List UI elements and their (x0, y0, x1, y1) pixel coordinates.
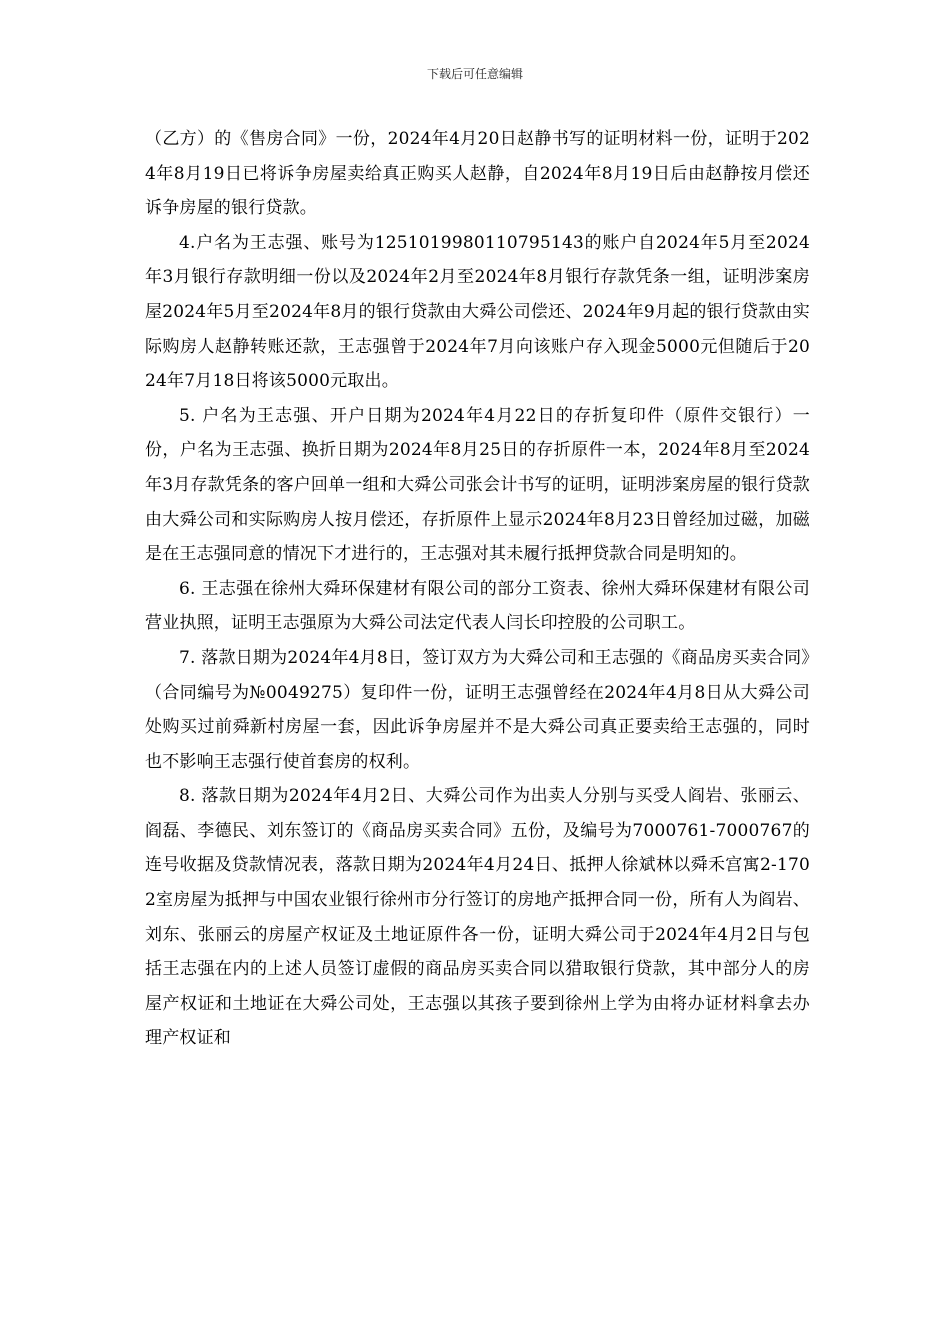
paragraph-item-5: 5. 户名为王志强、开户日期为2024年4月22日的存折复印件（原件交银行）一份，户名为王志强、换折日期为2024年8月25日的存折原件一本，2024年8月至2024年3月存款凭条的客户回单一组和大舜公司张会计书写的证明，证明涉案房屋的银行贷款由大舜公司和实际购房人按月偿还，存折原件上显示2024年8月23日曾经加过磁，加磁是在王志强同意的情况下才进行的，王志强对其未履行抵押贷款合同是明知的。 (145, 405, 810, 565)
document-body (145, 122, 810, 1056)
header-text: 下载后可任意编辑 (426, 67, 523, 81)
paragraph-item-4: 4.户名为王志强、账号为125101998011079514​3的账户自2024年5月至2024年3月银行存款明细一份以及2024年2月至2024年8月银行存款凭条一组，证明涉案房屋2024年5月至2024年8月的银行贷款由大舜公司偿还、2024年9月起的银行贷款由实际购房人赵静转账还款，王志强曾于2024年7月向该账户存入现金5000元但随后于2024年7月18日将该5000元取出。 (145, 232, 810, 392)
paragraph-continuation: （乙方）的《售房合同》一份，2024年4月20日赵静书写的证明材料一份，证明于2024年8月19日已将诉争房屋卖给真正购买人赵静，自2024年8月19日后由赵静按月偿还诉争房屋的银行贷款。 (145, 129, 810, 219)
page-header (0, 66, 950, 82)
paragraph-item-6: 6. 王志强在徐州大舜环保建材有限公司的部分工资表、徐州大舜环保建材有限公司营业执照，证明王志强原为大舜公司法定代表人闫长印控股的公司职工。 (145, 578, 810, 634)
paragraph-item-8: 8. 落款日期为2024年4月2日、大舜公司作为出卖人分别与买受人阎岩、张丽云、阎磊、李德民、刘东签订的《商品房买卖合同》五份，及编号为7000761-7000767的连号收据及贷款情况表，落款日期为2024年4月24日、抵押人徐斌林以舜禾宫寓2-1702室房屋为抵押与中国农业银行徐州市分行签订的房地产抵押合同一份，所有人为阎岩、刘东、张丽云的房屋产权证及土地证原件各一份，证明大舜公司于2024年4月2日与包括王志强在内的上述人员签订虚假的商品房买卖合同以猎取银行贷款，其中部分人的房屋产权证和土地证在大舜公司处，王志强以其孩子要到徐州上学为由将办证材料拿去办理产权证和 (145, 786, 810, 1049)
paragraph-item-7: 7. 落款日期为2024年4月8日，签订双方为大舜公司和王志强的《商品房买卖合同》（合同编号为№0049275）复印件一份，证明王志强曾经在2024年4月8日从大舜公司处购买过前舜新村房屋一套，因此诉争房屋并不是大舜公司真正要卖给王志强的，同时也不影响王志强行使首套房的权利。 (145, 647, 810, 772)
